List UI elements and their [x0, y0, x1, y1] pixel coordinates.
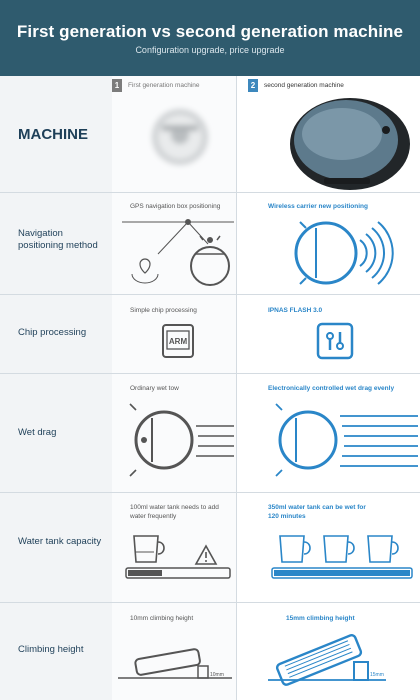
first-gen-chip-text: Simple chip processing	[130, 307, 197, 314]
row-label-navigation: Navigation positioning method	[18, 228, 98, 251]
large-water-tank-illustration	[270, 532, 416, 584]
arm-chip-icon	[160, 322, 196, 360]
column-number-badge: 1	[112, 79, 122, 92]
first-gen-header	[112, 76, 200, 94]
flash-chip-icon	[316, 322, 354, 360]
row-label-machine: MACHINE	[18, 126, 88, 143]
ordinary-wet-tow-illustration	[122, 400, 234, 486]
first-gen-navigation-text: GPS navigation box positioning	[130, 203, 221, 210]
second-gen-water-tank-text: 350ml water tank can be wet for 120 minutes	[268, 504, 366, 520]
climbing-height-tag: 15mm	[370, 672, 384, 678]
second-gen-navigation-text: Wireless carrier new positioning	[268, 203, 368, 210]
second-gen-chip-text: IPNAS FLASH 3.0	[268, 307, 323, 314]
column-divider	[236, 76, 237, 700]
gps-navigation-illustration	[118, 214, 234, 294]
first-gen-water-tank-text: 100ml water tank needs to add water frequently	[130, 504, 219, 520]
row-divider	[0, 373, 420, 374]
climbing-height-tag: 10mm	[210, 672, 224, 678]
second-gen-climbing-text: 15mm climbing height	[286, 615, 355, 622]
row-divider	[0, 294, 420, 295]
row-divider	[0, 492, 420, 493]
second-gen-wet-drag-text: Electronically controlled wet drag evenly	[268, 385, 395, 392]
column-number-badge: 2	[248, 79, 258, 92]
row-divider	[0, 602, 420, 603]
row-label-chip: Chip processing	[18, 327, 87, 338]
page-title: First generation vs second generation machine	[16, 22, 404, 41]
page-header	[0, 0, 420, 76]
label-column	[0, 76, 112, 700]
row-label-wet-drag: Wet drag	[18, 427, 57, 438]
row-label-climbing-height: Climbing height	[18, 644, 84, 655]
large-climbing-illustration	[268, 624, 386, 686]
first-gen-climbing-text: 10mm climbing height	[130, 615, 194, 622]
first-gen-robot-image	[142, 105, 222, 169]
page-subtitle: Configuration upgrade, price upgrade	[135, 45, 285, 55]
row-divider	[0, 192, 420, 193]
electronic-wet-drag-illustration	[270, 400, 420, 486]
first-gen-label: First generation machine	[128, 81, 200, 89]
small-water-tank-illustration	[124, 532, 232, 584]
second-gen-robot-image	[290, 92, 402, 192]
wireless-positioning-illustration	[292, 218, 388, 288]
small-climbing-illustration	[118, 624, 232, 684]
row-label-water-tank: Water tank capacity	[18, 536, 102, 547]
arm-chip-label: ARM	[168, 337, 188, 346]
second-gen-label: second generation machine	[264, 81, 344, 89]
first-gen-wet-drag-text: Ordinary wet tow	[130, 385, 179, 392]
